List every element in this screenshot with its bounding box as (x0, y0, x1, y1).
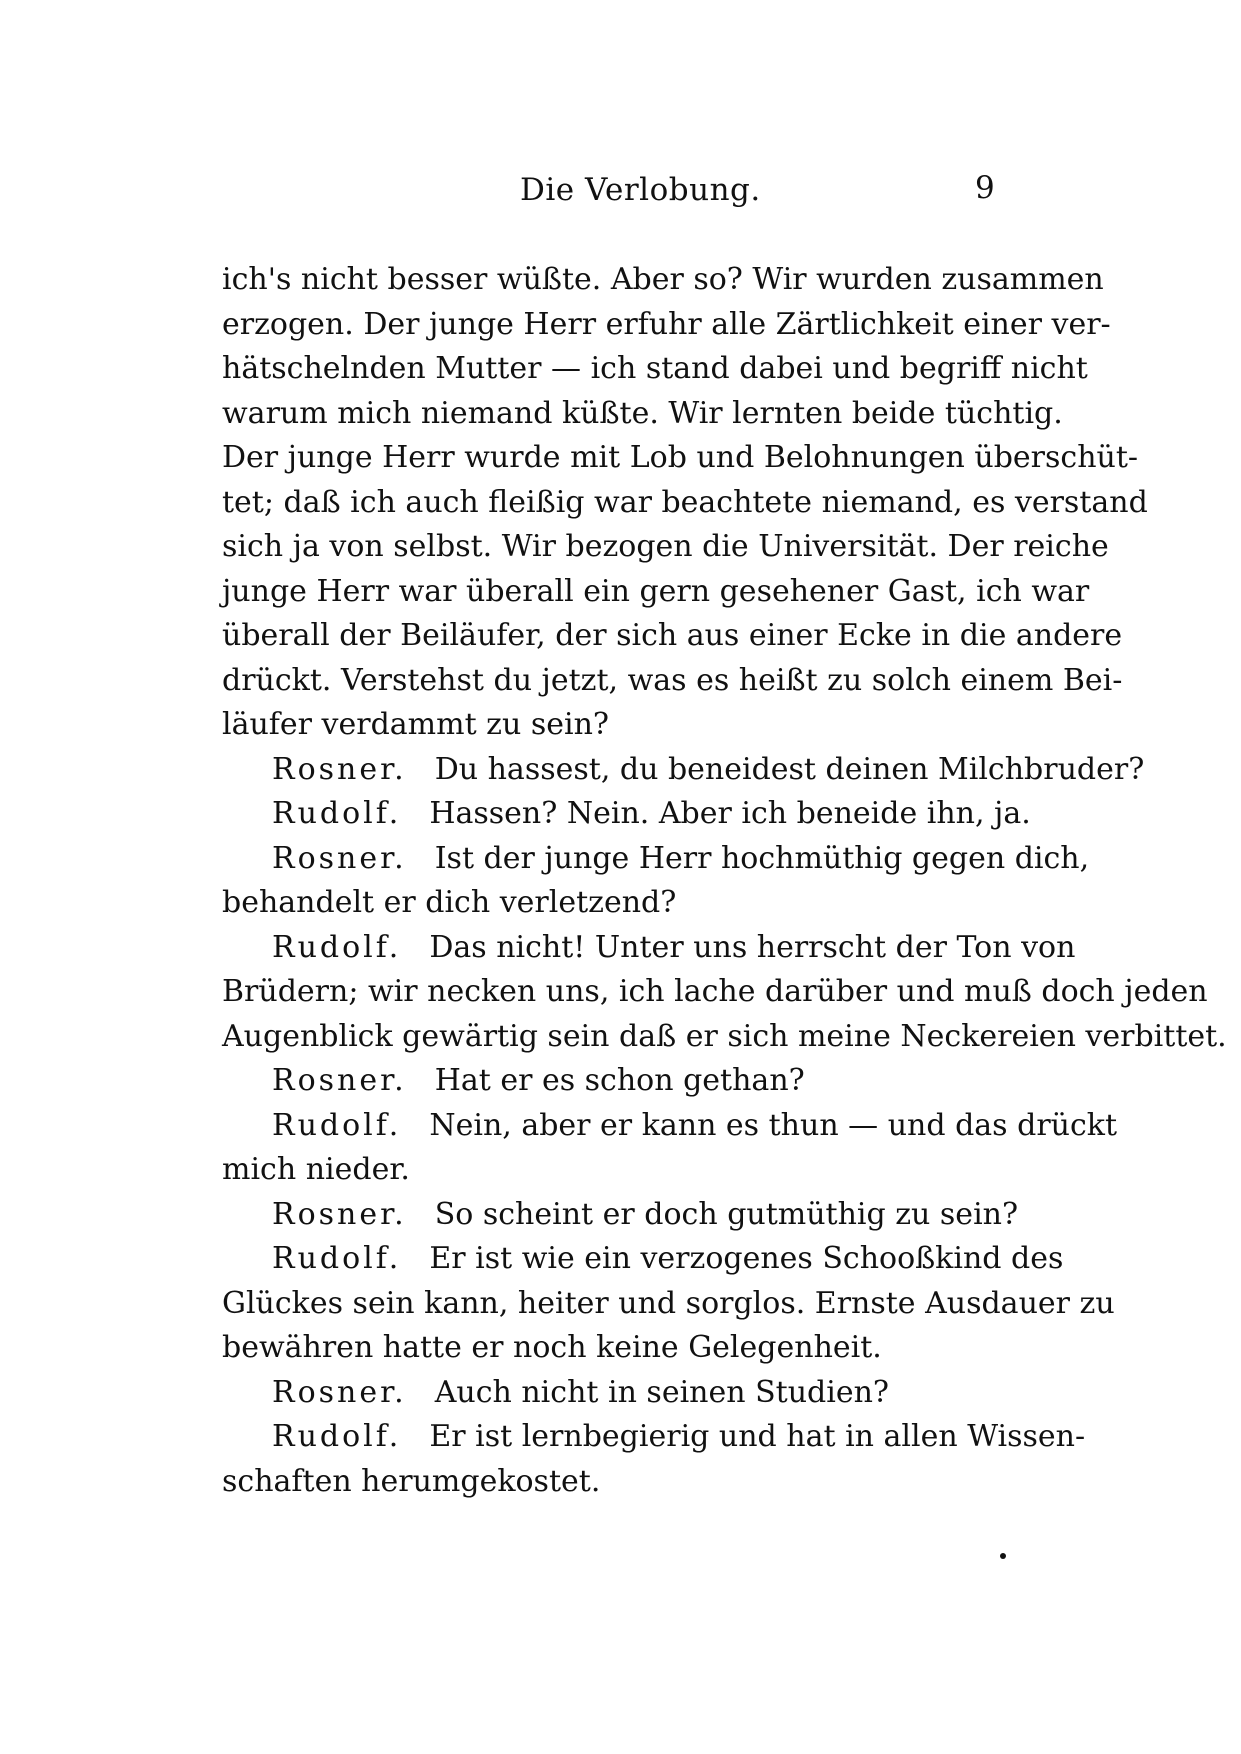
dialogue-line: Rudolf. Er ist lernbegierig und hat in allen Wissen- (272, 1419, 1086, 1454)
dialogue-line: Rosner. So scheint er doch gutmüthig zu sein? (272, 1196, 1019, 1232)
text-line: ich's nicht besser wüßte. Aber so? Wir wurden zusammen (222, 262, 1104, 297)
text-line: Der junge Herr wurde mit Lob und Belohnungen überschüt- (222, 440, 1139, 475)
dialogue-line: Rosner. Hat er es schon gethan? (272, 1063, 805, 1098)
dialogue-line: Rosner. Du hassest, du beneidest deinen Milchbruder? (272, 751, 1145, 787)
text-line: erzogen. Der junge Herr erfuhr alle Zärtlichkeit einer ver- (222, 306, 1111, 342)
text-line: tet; daß ich auch fleißig war beachtete niemand, es verstand (222, 484, 1148, 520)
dialogue-line: Rudolf. Das nicht! Unter uns herrscht der Ton von (272, 929, 1076, 965)
body-text (222, 258, 1227, 1504)
text-line: warum mich niemand küßte. Wir lernten beide tüchtig. (222, 395, 1063, 431)
speaker-name: Rudolf. (272, 1241, 402, 1276)
text-line: hätschelnden Mutter — ich stand dabei und begriff nicht (222, 351, 1088, 386)
running-title: Die Verlobung. (520, 172, 761, 208)
text-line: drückt. Verstehst du jetzt, was es heißt zu solch einem Bei- (222, 662, 1123, 698)
speaker-name: Rosner. (272, 1196, 407, 1232)
text-line: Augenblick gewärtig sein daß er sich meine Neckereien verbittet. (222, 1018, 1227, 1054)
text-line: schaften herumgekostet. (222, 1463, 601, 1499)
text-line: läufer verdammt zu sein? (222, 707, 609, 742)
speaker-name: Rosner. (272, 840, 407, 876)
dialogue-line: Rudolf. Hassen? Nein. Aber ich beneide ihn, ja. (272, 796, 1031, 831)
dialogue-line: Rudolf. Nein, aber er kann es thun — und das drückt (272, 1107, 1118, 1143)
page-number: 9 (975, 170, 995, 206)
text-line: mich nieder. (222, 1152, 410, 1187)
speaker-name: Rudolf. (272, 1107, 402, 1143)
dialogue-line: Rosner. Ist der junge Herr hochmüthig gegen dich, (272, 840, 1090, 876)
speaker-name: Rosner. (272, 1063, 407, 1098)
speaker-name: Rudolf. (272, 929, 402, 965)
text-line: Glückes sein kann, heiter und sorglos. Ernste Ausdauer zu (222, 1285, 1115, 1321)
speaker-name: Rudolf. (272, 1419, 402, 1454)
text-line: Brüdern; wir necken uns, ich lache darüber und muß doch jeden (222, 974, 1208, 1009)
speaker-name: Rosner. (272, 1374, 407, 1410)
dialogue-line: Rudolf. Er ist wie ein verzogenes Schooßkind des (272, 1241, 1064, 1276)
ink-speck (1000, 1553, 1006, 1559)
text-line: sich ja von selbst. Wir bezogen die Universität. Der reiche (222, 529, 1109, 564)
text-line: überall der Beiläufer, der sich aus einer Ecke in die andere (222, 618, 1123, 653)
page-header (0, 172, 1241, 222)
text-line: behandelt er dich verletzend? (222, 885, 677, 920)
speaker-name: Rudolf. (272, 796, 402, 831)
dialogue-line: Rosner. Auch nicht in seinen Studien? (272, 1374, 889, 1410)
text-line: junge Herr war überall ein gern gesehener Gast, ich war (222, 573, 1090, 609)
speaker-name: Rosner. (272, 751, 407, 787)
text-line: bewähren hatte er noch keine Gelegenheit. (222, 1330, 882, 1365)
